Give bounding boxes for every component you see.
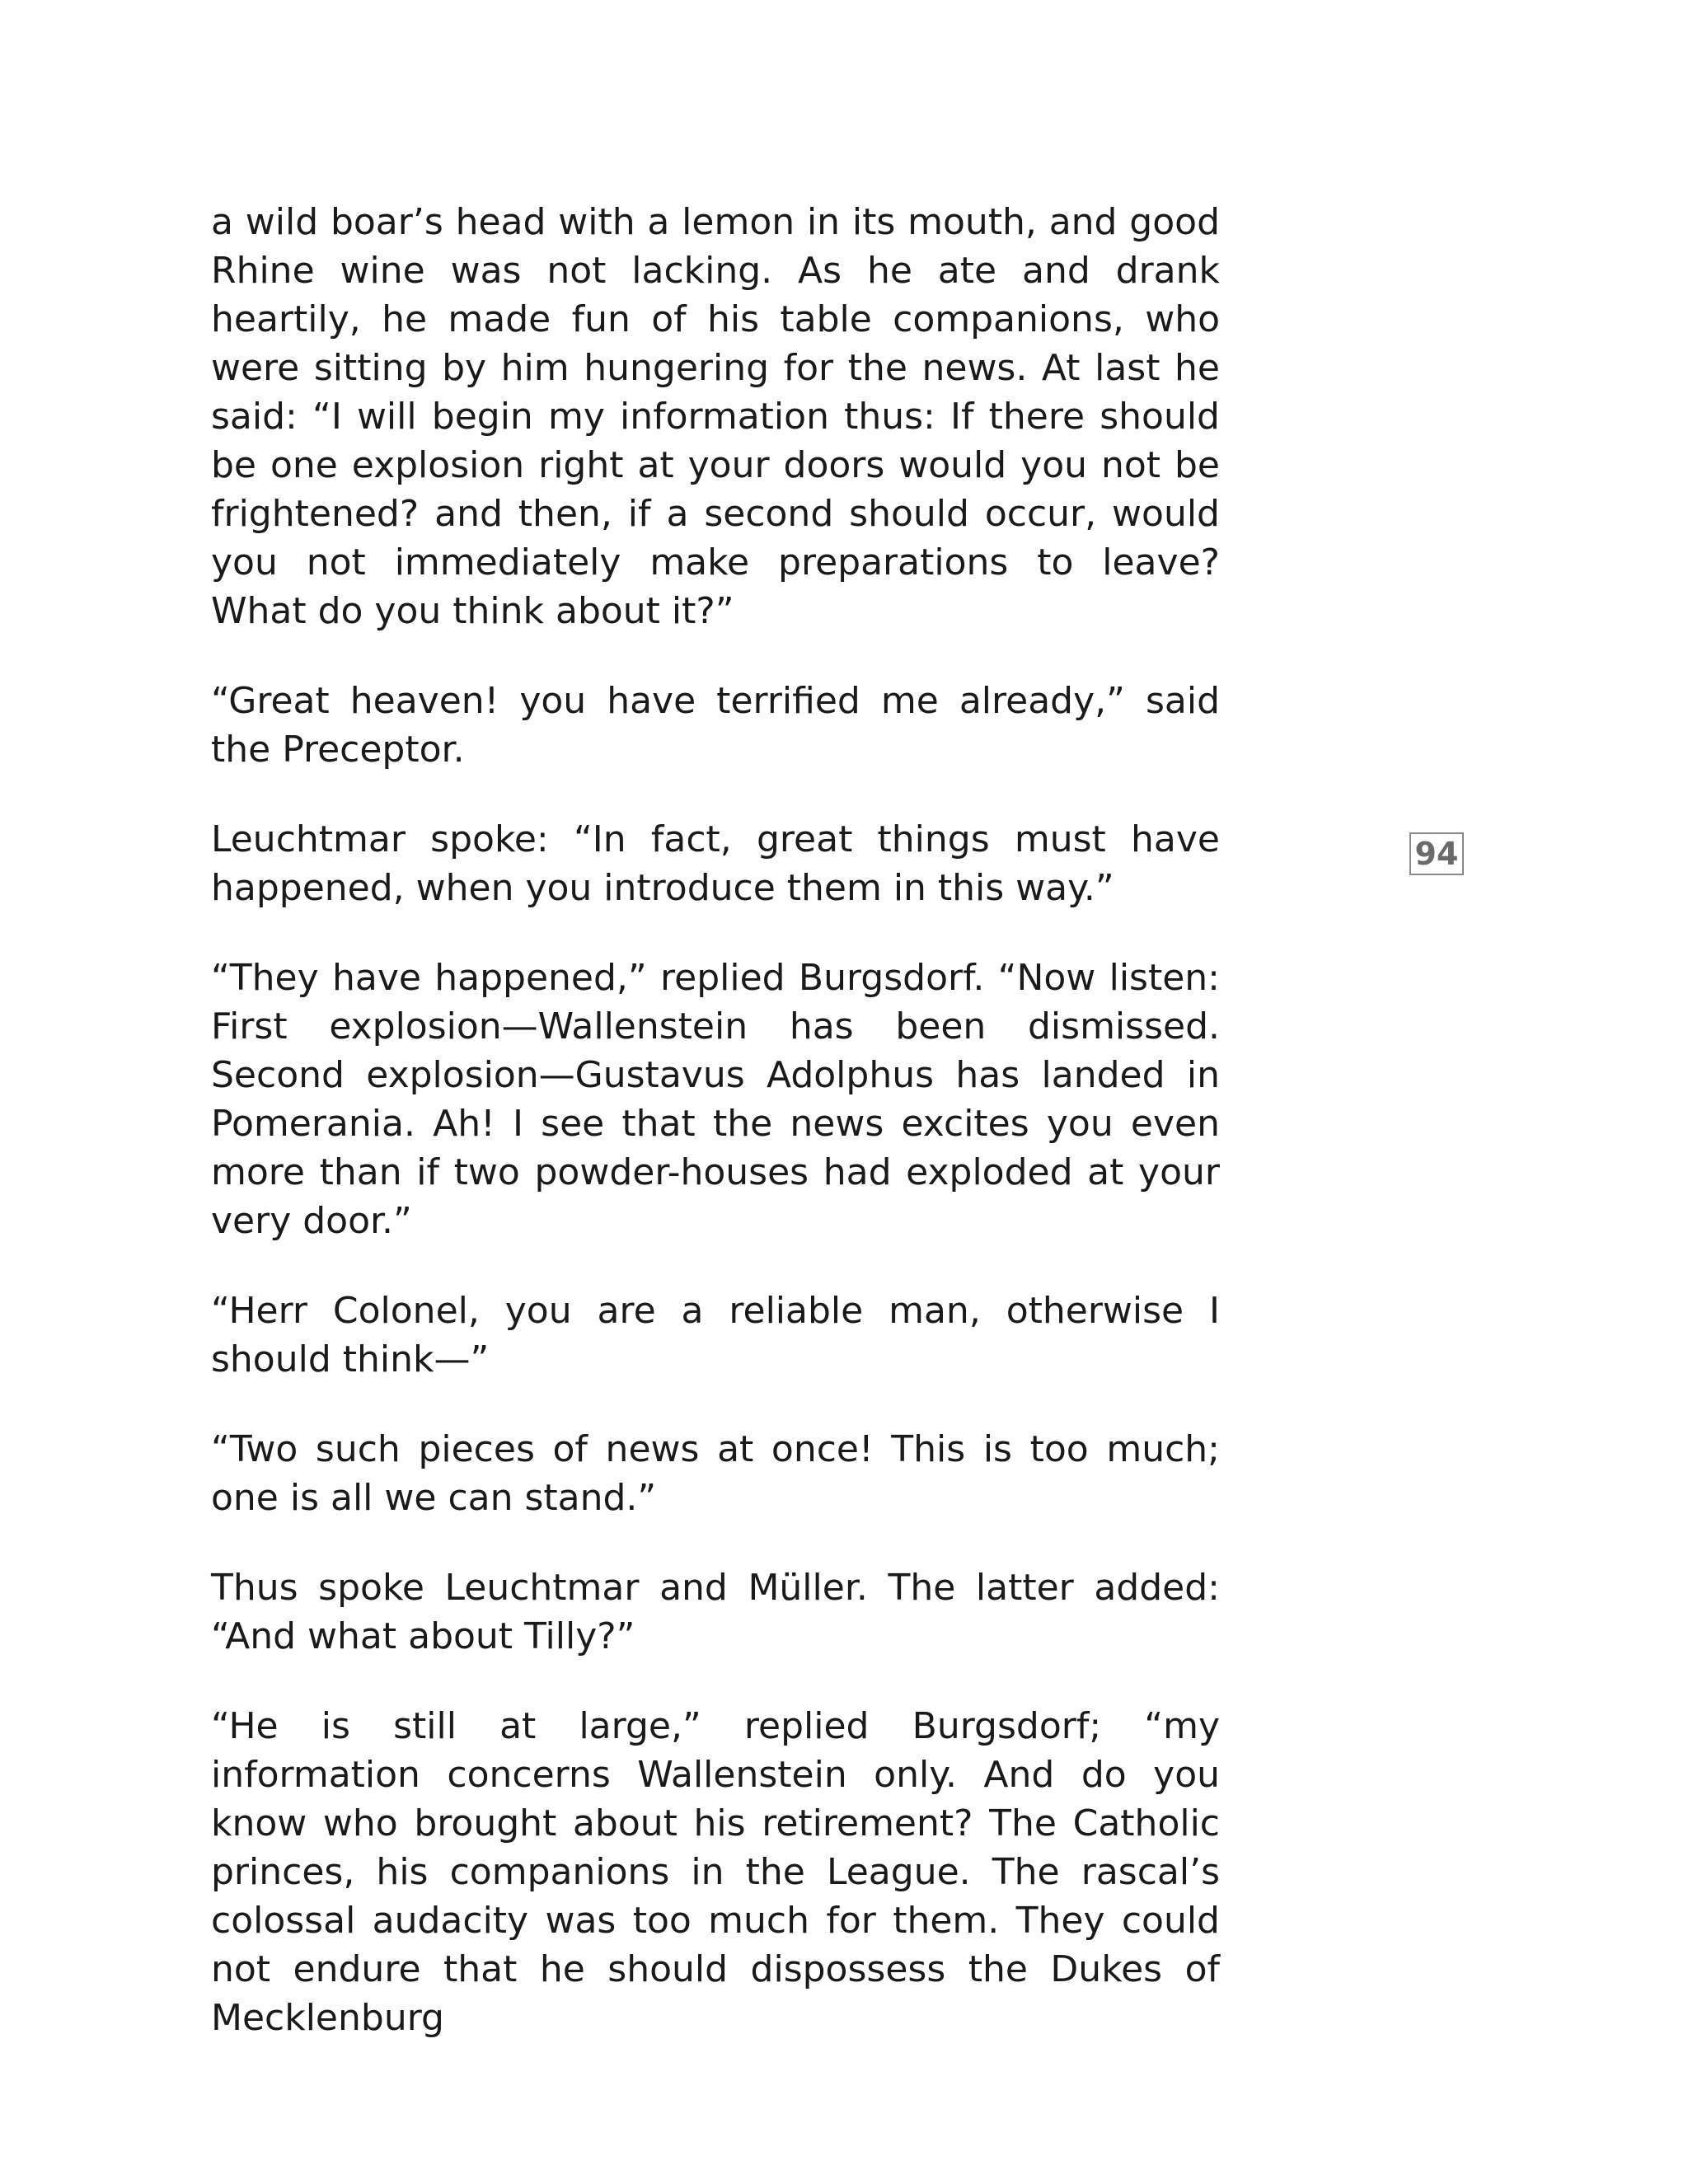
- paragraph-2: “Great heaven! you have terrified me already,” said the Preceptor.: [211, 680, 1220, 771]
- paragraph-1: a wild boar’s head with a lemon in its mouth, and good Rhine wine was not lacking. As he ate and drank heartily, he made fun of his table companions, who were sitting by him hungering for the news. At last he said: “I will begin my information thus: If there should be one explosion right at your doors would you not be frightened? and then, if a second should occur, would you not immediately make preparations to leave? What do you think about it?”: [211, 201, 1220, 632]
- body-text: [211, 198, 1220, 2042]
- paragraph-7: Thus spoke Leuchtmar and Müller. The latter added: “And what about Tilly?”: [211, 1567, 1220, 1657]
- paragraph-5: “Herr Colonel, you are a reliable man, otherwise I should think—”: [211, 1290, 1220, 1380]
- page-number-badge: 94: [1409, 832, 1464, 875]
- paragraph-3: Leuchtmar spoke: “In fact, great things must have happened, when you introduce them in this way.”: [211, 818, 1220, 909]
- paragraph-4: “They have happened,” replied Burgsdorf. “Now listen: First explosion—Wallenstein has been dismissed. Second explosion—Gustavus Adolphus has landed in Pomerania. Ah! I see that the news excites you even more than if two powder-houses had exploded at your very door.”: [211, 957, 1220, 1242]
- paragraph-6: “Two such pieces of news at once! This is too much; one is all we can stand.”: [211, 1428, 1220, 1519]
- paragraph-8: “He is still at large,” replied Burgsdorf; “my information concerns Wallenstein only. And do you know who brought about his retirement? The Catholic princes, his companions in the League. The rascal’s colossal audacity was too much for them. They could not endure that he should dispossess the Dukes of Mecklenburg: [211, 1705, 1220, 2039]
